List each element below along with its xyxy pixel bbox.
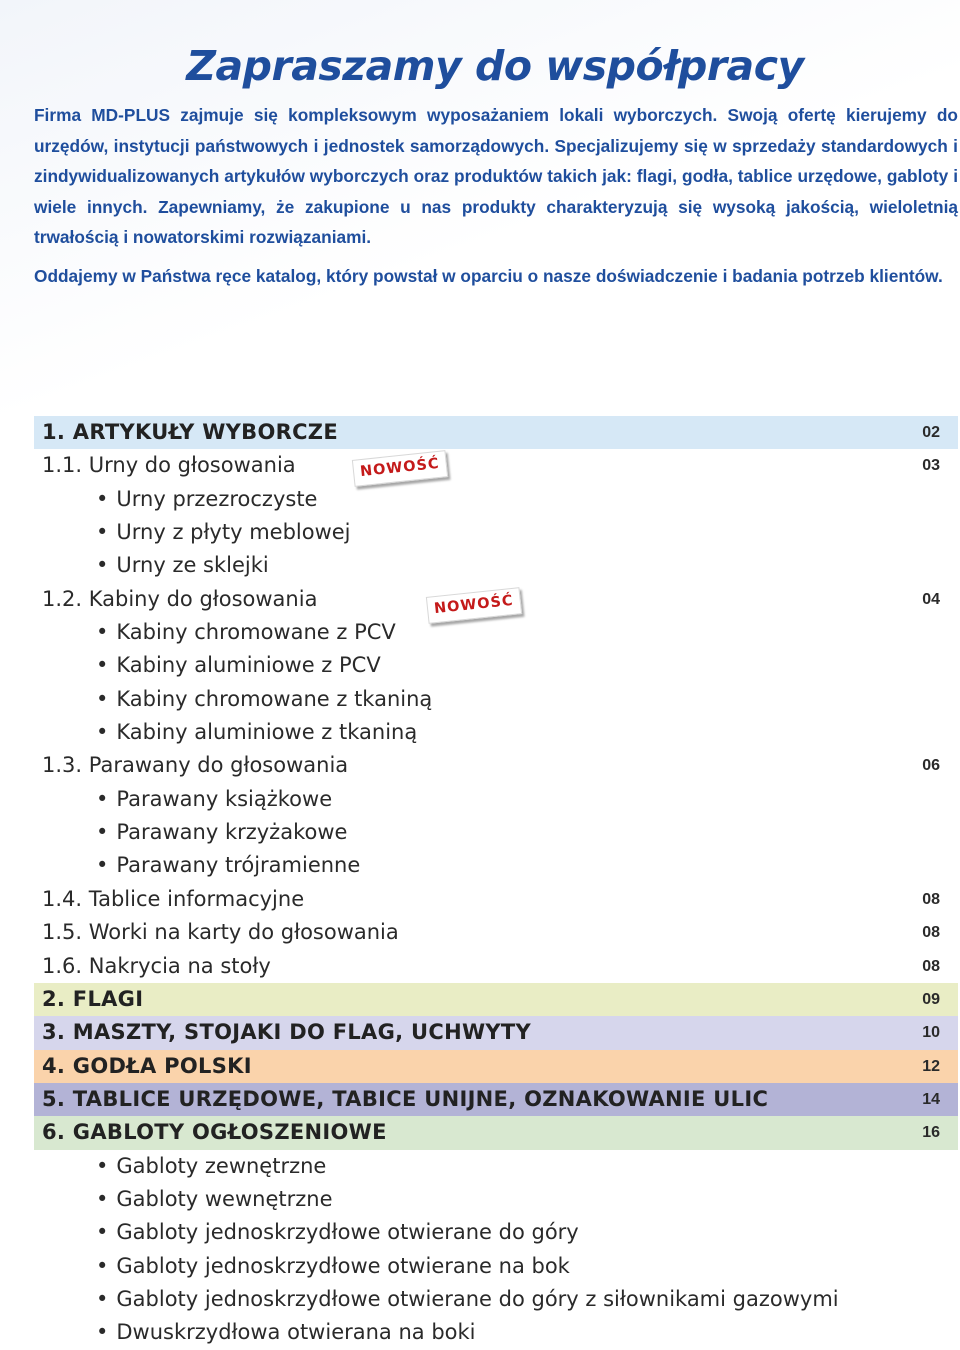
- toc-bullet-row: [34, 616, 958, 649]
- page-title: Zapraszamy do współpracy: [186, 42, 804, 90]
- toc-bullet-row: [34, 649, 958, 682]
- toc-page-number: 16: [922, 1124, 940, 1142]
- toc-entry-label: • Gabloty zewnętrzne: [96, 1150, 326, 1183]
- toc-entry-label: • Kabiny aluminiowe z tkaniną: [96, 716, 417, 749]
- toc-bullet-row: [34, 516, 958, 549]
- toc-page-number: 08: [922, 890, 940, 908]
- toc-bullet-row: [34, 1283, 958, 1316]
- toc-section-row: [34, 1083, 958, 1116]
- toc-page-number: 02: [922, 424, 940, 441]
- toc-entry-label: • Parawany trójramienne: [96, 849, 360, 882]
- toc-subsection-row: [34, 950, 958, 983]
- toc-page-number: 06: [922, 757, 940, 775]
- toc-bullet-row: [34, 849, 958, 882]
- toc-entry-label: 1.1. Urny do głosowania: [42, 453, 296, 478]
- toc-entry-label: 1.4. Tablice informacyjne: [42, 886, 305, 911]
- toc-entry-label: 1.3. Parawany do głosowania: [42, 753, 349, 778]
- intro-paragraph: Oddajemy w Państwa ręce katalog, który powstał w oparciu o nasze doświadczenie i badania potrzeb klientów.: [34, 265, 943, 286]
- toc-page-number: 08: [922, 957, 940, 975]
- toc-subsection-row: [34, 916, 958, 949]
- toc-entry-label: 1.5. Worki na karty do głosowania: [42, 920, 399, 945]
- toc-entry-label: 2. FLAGI: [42, 986, 144, 1011]
- toc-bullet-row: [34, 716, 958, 749]
- toc-entry-label: 4. GODŁA POLSKI: [42, 1053, 252, 1078]
- toc-bullet-row: [34, 1316, 958, 1349]
- toc-bullet-row: [34, 1150, 958, 1183]
- toc-entry-label: • Gabloty jednoskrzydłowe otwierane do góry: [96, 1216, 579, 1249]
- toc-entry-label: 3. MASZTY, STOJAKI DO FLAG, UCHWYTY: [42, 1020, 532, 1045]
- toc-bullet-row: [34, 1216, 958, 1249]
- new-badge: NOWOŚĆ: [426, 587, 522, 624]
- toc-entry-label: • Urny z płyty meblowej: [96, 516, 351, 549]
- toc-entry-label: 1. ARTYKUŁY WYBORCZE: [42, 420, 338, 444]
- toc-page-number: 12: [922, 1057, 940, 1075]
- toc-page-number: 08: [922, 924, 940, 942]
- toc-bullet-row: [34, 783, 958, 816]
- toc-section-row: [34, 1116, 958, 1149]
- toc-bullet-row: [34, 683, 958, 716]
- toc-entry-label: • Urny ze sklejki: [96, 549, 269, 582]
- intro-paragraph: Firma MD-PLUS zajmuje się kompleksowym wyposażaniem lokali wyborczych. Swoją ofertę kierujemy do urzędów, instytucji państwowych i jednostek samorządowych. Specjalizujemy się w sprzedaży standardowych i zindywidualizowanych artykułów wyborczych oraz produktów takich jak: flagi, godła, tablice urzędowe, gabloty i wiele innych. Zapewniamy, że zakupione u nas produkty charakteryzują się wysoką jakością, wieloletnią trwałością i nowatorskimi rozwiązaniami.: [34, 105, 958, 247]
- toc-bullet-row: [34, 1183, 958, 1216]
- toc-entry-label: • Kabiny aluminiowe z PCV: [96, 649, 381, 682]
- toc-section-row: [34, 983, 958, 1016]
- table-of-contents: [34, 416, 958, 1350]
- toc-entry-label: 1.6. Nakrycia na stoły: [42, 953, 271, 978]
- toc-entry-label: • Parawany książkowe: [96, 783, 332, 816]
- toc-entry-label: • Parawany krzyżakowe: [96, 816, 347, 849]
- toc-page-number: 10: [922, 1024, 940, 1042]
- toc-entry-label: 1.2. Kabiny do głosowania: [42, 586, 318, 611]
- toc-bullet-row: [34, 816, 958, 849]
- toc-entry-label: 5. TABLICE URZĘDOWE, TABICE UNIJNE, OZNAKOWANIE ULIC: [42, 1086, 769, 1111]
- toc-section-row: [34, 1050, 958, 1083]
- toc-bullet-row: [34, 1250, 958, 1283]
- toc-subsection-row: [34, 449, 958, 482]
- toc-entry-label: • Urny przezroczyste: [96, 483, 317, 516]
- toc-subsection-row: [34, 883, 958, 916]
- toc-entry-label: • Kabiny chromowane z PCV: [96, 616, 396, 649]
- toc-entry-label: • Gabloty jednoskrzydłowe otwierane na bok: [96, 1250, 570, 1283]
- toc-entry-label: • Kabiny chromowane z tkaniną: [96, 683, 432, 716]
- toc-page-number: 14: [922, 1090, 940, 1108]
- toc-subsection-row: [34, 749, 958, 782]
- toc-page-number: 04: [922, 590, 940, 608]
- toc-section-row: [34, 416, 958, 449]
- toc-bullet-row: [34, 483, 958, 516]
- toc-entry-label: • Gabloty wewnętrzne: [96, 1183, 333, 1216]
- toc-page-number: 03: [922, 457, 940, 475]
- new-badge: NOWOŚĆ: [352, 450, 448, 487]
- toc-entry-label: • Dwuskrzydłowa otwierana na boki: [96, 1316, 476, 1349]
- toc-section-row: [34, 1016, 958, 1049]
- toc-entry-label: • Gabloty jednoskrzydłowe otwierane do góry z siłownikami gazowymi: [96, 1283, 839, 1316]
- toc-entry-label: 6. GABLOTY OGŁOSZENIOWE: [42, 1120, 387, 1145]
- intro-text: [34, 100, 958, 291]
- toc-bullet-row: [34, 549, 958, 582]
- toc-page-number: 09: [922, 990, 940, 1008]
